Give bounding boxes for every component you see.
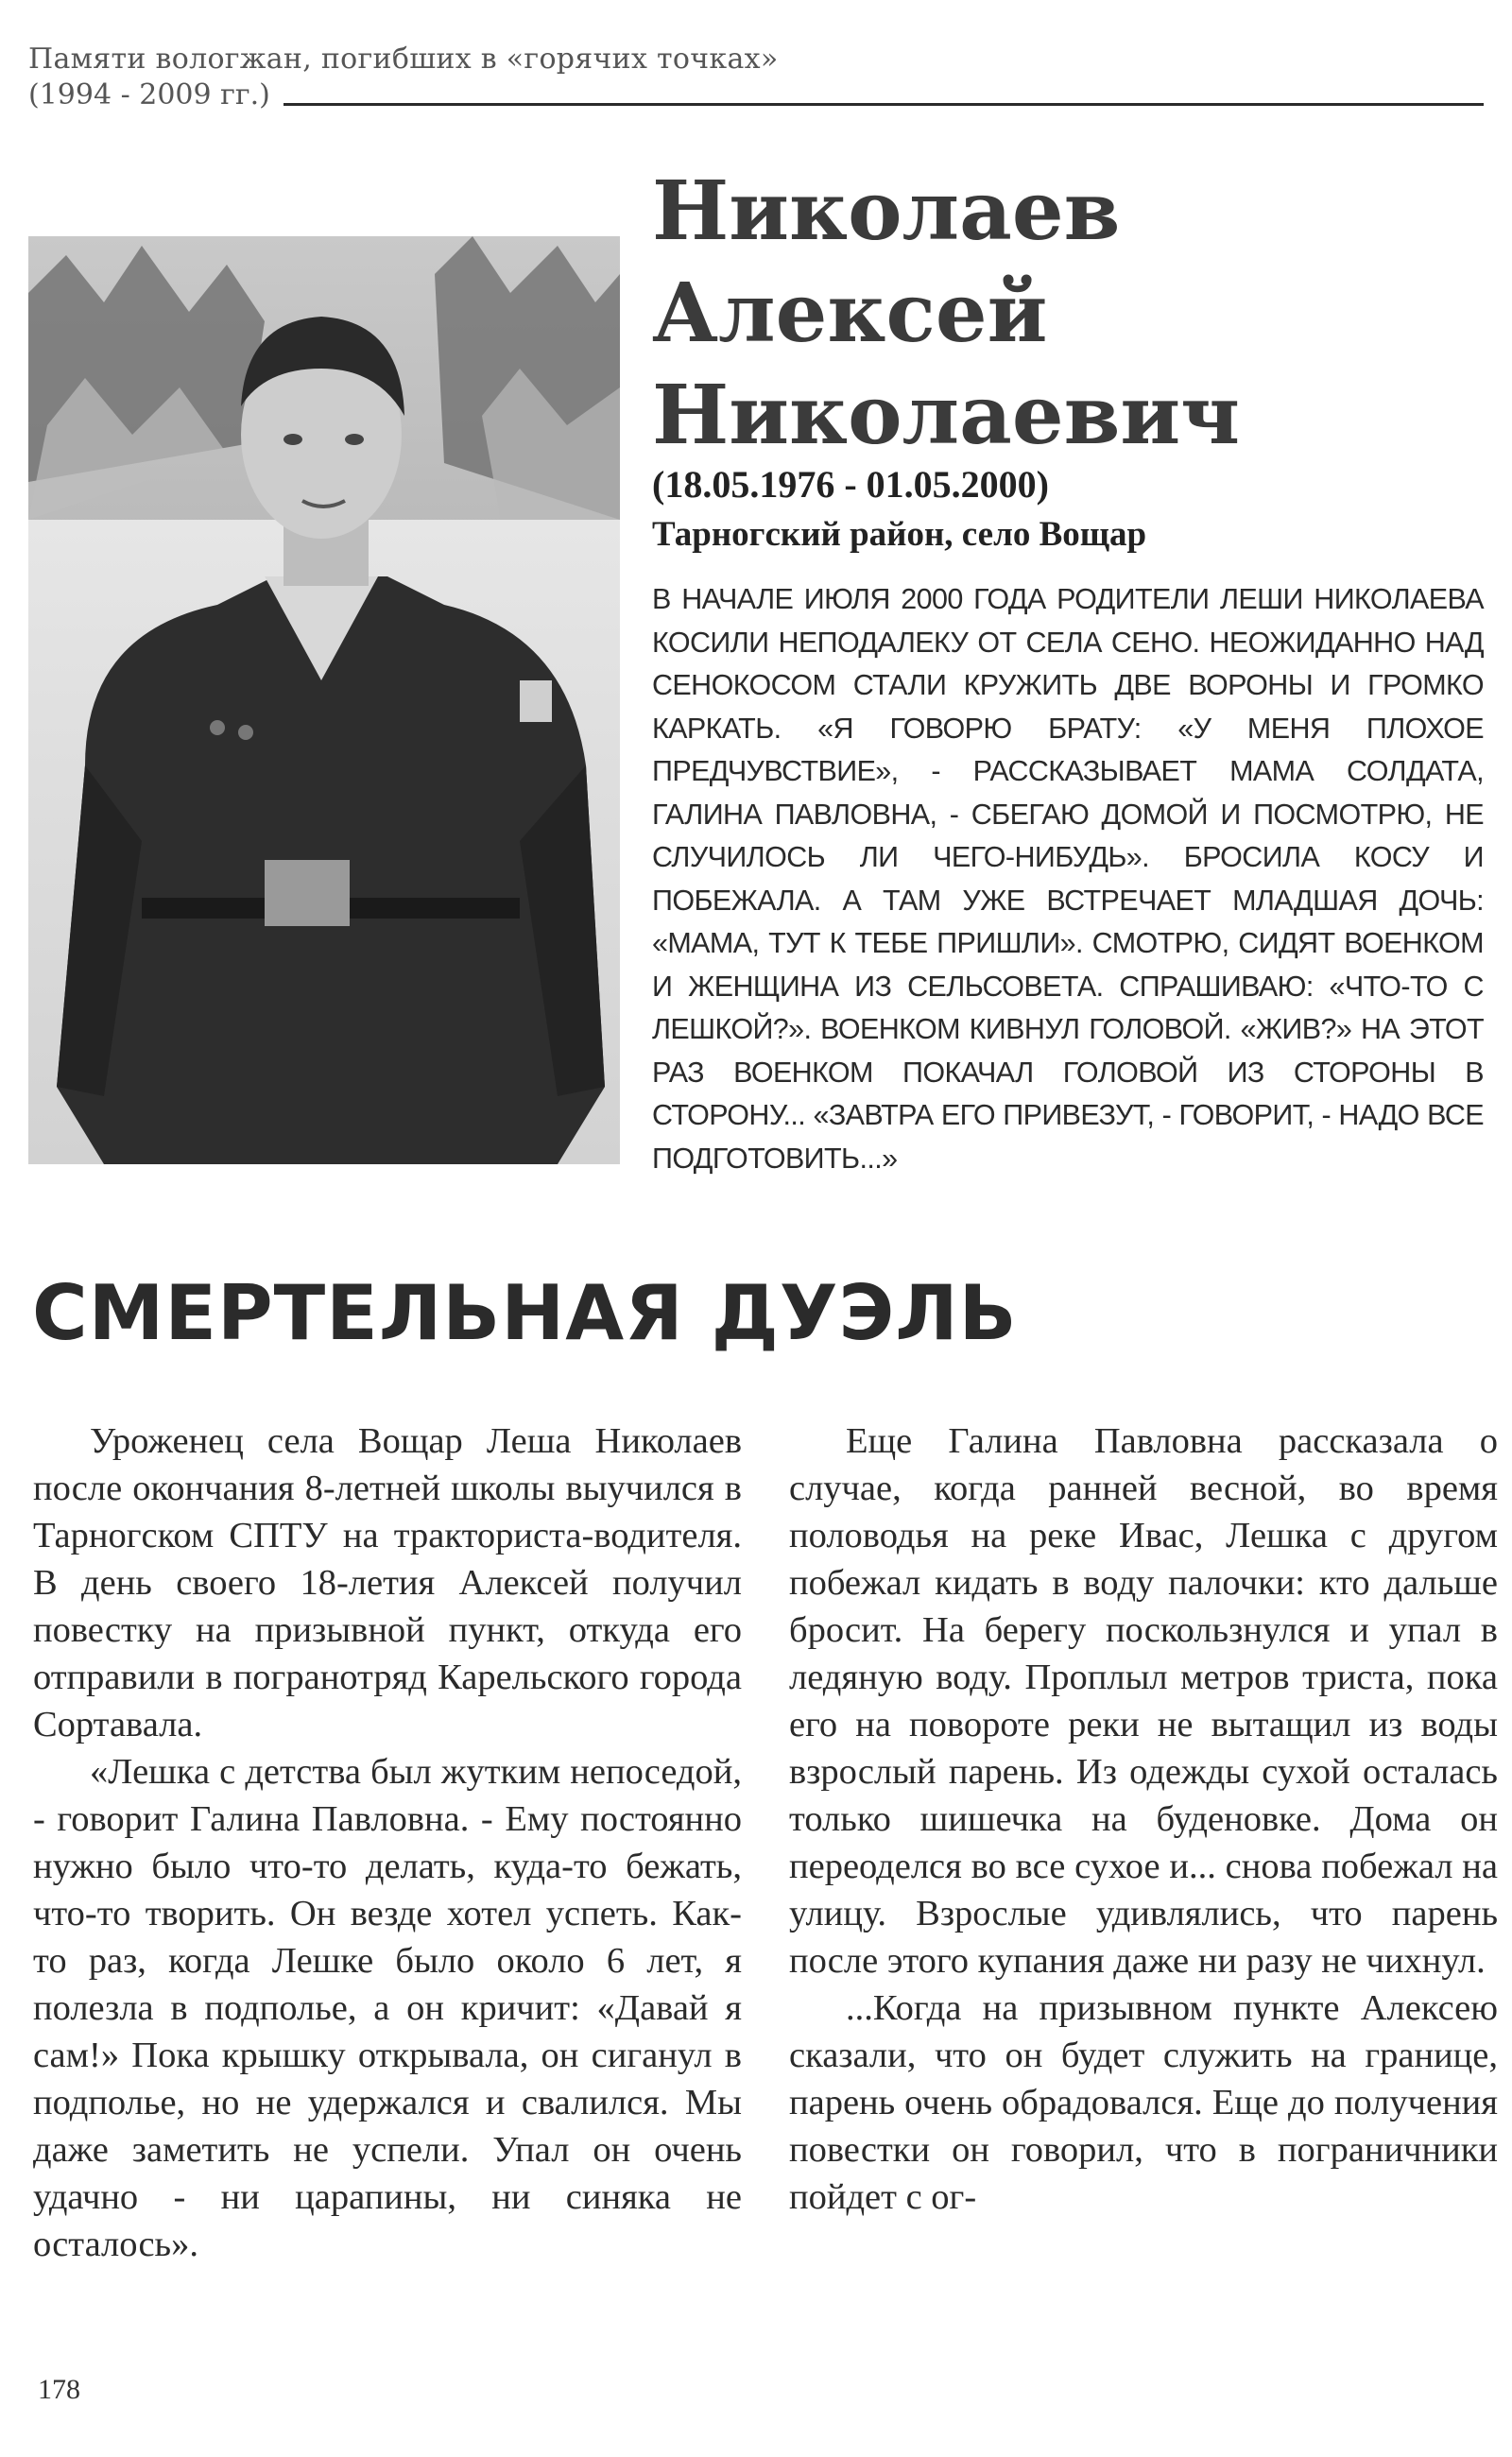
person-patronymic: Николаевич (652, 368, 1241, 463)
page-number: 178 (38, 2374, 80, 2405)
running-header (28, 42, 1484, 113)
article-paragraph: Уроженец села Вощар Леша Николаев после окончания 8-летней школы выучился в Тарногском СПТУ на тракториста-водителя. В день своего 18-летия Алексей получил повестку на призывной пункт, откуда его отправили в погранотряд Карельского города Сортавала. (33, 1421, 742, 1744)
article-column-right (789, 1418, 1498, 2221)
person-first-name: Алексей (652, 266, 1048, 361)
person-surname: Николаев (652, 163, 1121, 259)
person-name (652, 161, 1484, 467)
article-paragraph: «Лешка с детства был жутким непоседой, - говорит Галина Павловна. - Ему постоянно нужно было что-то делать, куда-то бежать, что-то творить. Он везде хотел успеть. Как-то раз, когда Лешке было около 6 лет, я полезла в подполье, а он кричит: «Давай я сам!» Пока крышку открывала, он сиганул в подполье, но не удержался и свалился. Мы даже заметить не успели. Упал он очень удачно - ни царапины, ни синяка не осталось». (33, 1752, 742, 2264)
article-paragraph: Еще Галина Павловна рассказала о случае, когда ранней весной, во время половодья на реке Ивас, Лешка с другом побежал кидать в воду палочки: кто дальше бросит. На берегу поскользнулся и упал в ледяную воду. Проплыл метров триста, пока его на повороте реки не вытащил из воды взрослый парень. Из одежды сухой осталась только шишечка на буденовке. Дома он переоделся во все сухое и... снова побежал на улицу. Взрослые удивлялись, что парень после этого купания даже ни разу не чихнул. (789, 1421, 1498, 1981)
header-years: (1994 - 2009 гг.) (28, 78, 270, 112)
article-paragraph: ...Когда на призывном пункте Алексею сказали, что он будет служить на границе, парень очень обрадовался. Еще до получения повестки он говорил, что в пограничники пойдет с ог- (789, 1988, 1498, 2217)
header-years-row (28, 77, 1484, 113)
header-rule (284, 103, 1484, 106)
portrait-illustration (28, 236, 620, 1164)
article-column-left (33, 1418, 742, 2268)
portrait-photo (28, 236, 620, 1164)
header-series-title: Памяти вологжан, погибших в «горячих точках» (28, 43, 779, 76)
birthplace: Тарногский район, село Вощар (652, 515, 1147, 554)
lead-paragraph: В НАЧАЛЕ ИЮЛЯ 2000 ГОДА РОДИТЕЛИ ЛЕШИ НИКОЛАЕВА КОСИЛИ НЕПОДАЛЕКУ ОТ СЕЛА СЕНО. НЕОЖИДАННО НАД СЕНОКОСОМ СТАЛИ КРУЖИТЬ ДВЕ ВОРОНЫ И ГРОМКО КАРКАТЬ. «Я ГОВОРЮ БРАТУ: «У МЕНЯ ПЛОХОЕ ПРЕДЧУВСТВИЕ», - РАССКАЗЫВАЕТ МАМА СОЛДАТА, ГАЛИНА ПАВЛОВНА, - СБЕГАЮ ДОМОЙ И ПОСМОТРЮ, НЕ СЛУЧИЛОСЬ ЛИ ЧЕГО-НИБУДЬ». БРОСИЛА КОСУ И ПОБЕЖАЛА. А ТАМ УЖЕ ВСТРЕЧАЕТ МЛАДШАЯ ДОЧЬ: «МАМА, ТУТ К ТЕБЕ ПРИШЛИ». СМОТРЮ, СИДЯТ ВОЕНКОМ И ЖЕНЩИНА ИЗ СЕЛЬСОВЕТА. СПРАШИВАЮ: «ЧТО-ТО С ЛЕШКОЙ?». ВОЕНКОМ КИВНУЛ ГОЛОВОЙ. «ЖИВ?» НА ЭТОТ РАЗ ВОЕНКОМ ПОКАЧАЛ ГОЛОВОЙ ИЗ СТОРОНЫ В СТОРОНУ... «ЗАВТРА ЕГО ПРИВЕЗУТ, - ГОВОРИТ, - НАДО ВСЕ ПОДГОТОВИТЬ...» (652, 583, 1484, 1175)
article-title: СМЕРТЕЛЬНАЯ ДУЭЛЬ (32, 1269, 1018, 1357)
life-dates: (18.05.1976 - 01.05.2000) (652, 463, 1049, 506)
